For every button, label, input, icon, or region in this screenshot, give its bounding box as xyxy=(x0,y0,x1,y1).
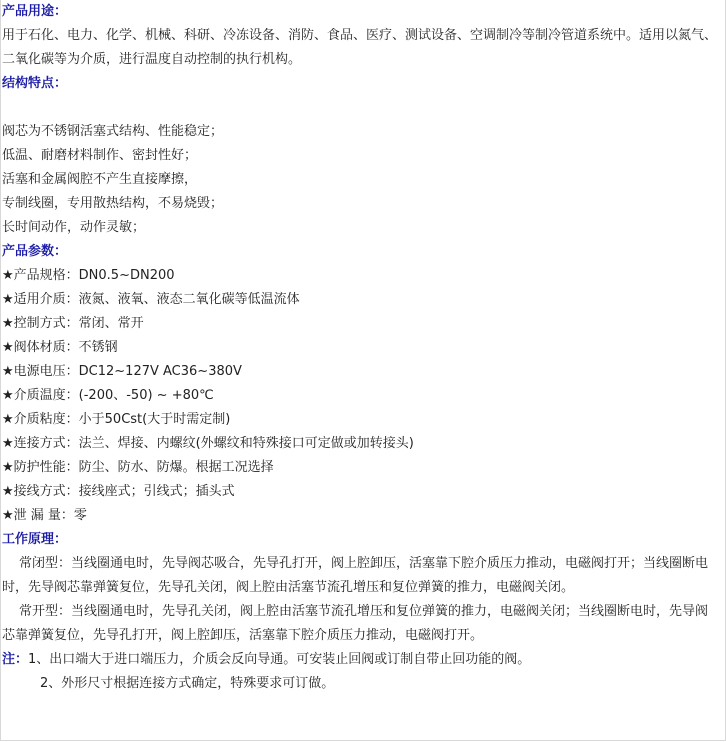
param-item: ★泄 漏 量：零 xyxy=(2,508,87,523)
param-item: ★介质温度：(-200、-50) ~ +80℃ xyxy=(2,388,214,403)
principle-heading: 工作原理： xyxy=(2,532,68,547)
param-item: ★适用介质：液氮、液氧、液态二氧化碳等低温流体 xyxy=(2,292,300,307)
param-item: ★电源电压：DC12~127V AC36~380V xyxy=(2,364,242,379)
param-item: ★连接方式：法兰、焊接、内螺纹(外螺纹和特殊接口可定做或加转接头) xyxy=(2,436,414,451)
usage-heading: 产品用途： xyxy=(2,4,68,19)
structure-heading: 结构特点： xyxy=(2,76,68,91)
usage-text: 用于石化、电力、化学、机械、科研、冷冻设备、消防、食品、医疗、测试设备、空调制冷等制冷管道系统中。适用以氮气、二氧化碳等为介质，进行温度自动控制的执行机构。 xyxy=(2,28,718,67)
param-item: ★防护性能：防尘、防水、防爆。根据工况选择 xyxy=(2,460,274,475)
structure-item: 阀芯为不锈钢活塞式结构、性能稳定； xyxy=(2,124,224,139)
structure-item: 活塞和金属阀腔不产生直接摩擦， xyxy=(2,172,198,187)
param-item: ★介质粘度：小于50Cst(大于时需定制) xyxy=(2,412,231,427)
structure-item: 专制线圈，专用散热结构，不易烧毁； xyxy=(2,196,224,211)
product-description xyxy=(2,0,720,696)
param-item: ★接线方式：接线座式；引线式；插头式 xyxy=(2,484,235,499)
param-item: ★控制方式：常闭、常开 xyxy=(2,316,144,331)
note-line-1 xyxy=(2,648,720,672)
note-label: 注： xyxy=(2,652,29,667)
structure-item: 低温、耐磨材料制作、密封性好； xyxy=(2,148,198,163)
principle-normally-closed: 常闭型：当线圈通电时，先导阀芯吸合，先导孔打开，阀上腔卸压，活塞靠下腔介质压力推动，电磁阀打开；当线圈断电时，先导阀芯靠弹簧复位，先导孔关闭，阀上腔由活塞节流孔增压和复位弹簧的推力，电磁阀关闭。 xyxy=(2,556,709,595)
principle-normally-open: 常开型：当线圈通电时，先导孔关闭，阀上腔由活塞节流孔增压和复位弹簧的推力，电磁阀关闭；当线圈断电时，先导阀芯靠弹簧复位，先导孔打开，阀上腔卸压，活塞靠下腔介质压力推动，电磁阀打开。 xyxy=(2,604,709,643)
note-1-text: 1、出口端大于进口端压力，介质会反向导通。可安装止回阀或订制自带止回功能的阀。 xyxy=(28,652,531,667)
structure-item: 长时间动作，动作灵敏； xyxy=(2,220,146,235)
param-item: ★阀体材质：不锈钢 xyxy=(2,340,118,355)
note-line-2: 2、外形尺寸根据连接方式确定，特殊要求可订做。 xyxy=(40,676,335,691)
spacer xyxy=(2,96,720,120)
param-item: ★产品规格：DN0.5~DN200 xyxy=(2,268,175,283)
params-heading: 产品参数： xyxy=(2,244,68,259)
